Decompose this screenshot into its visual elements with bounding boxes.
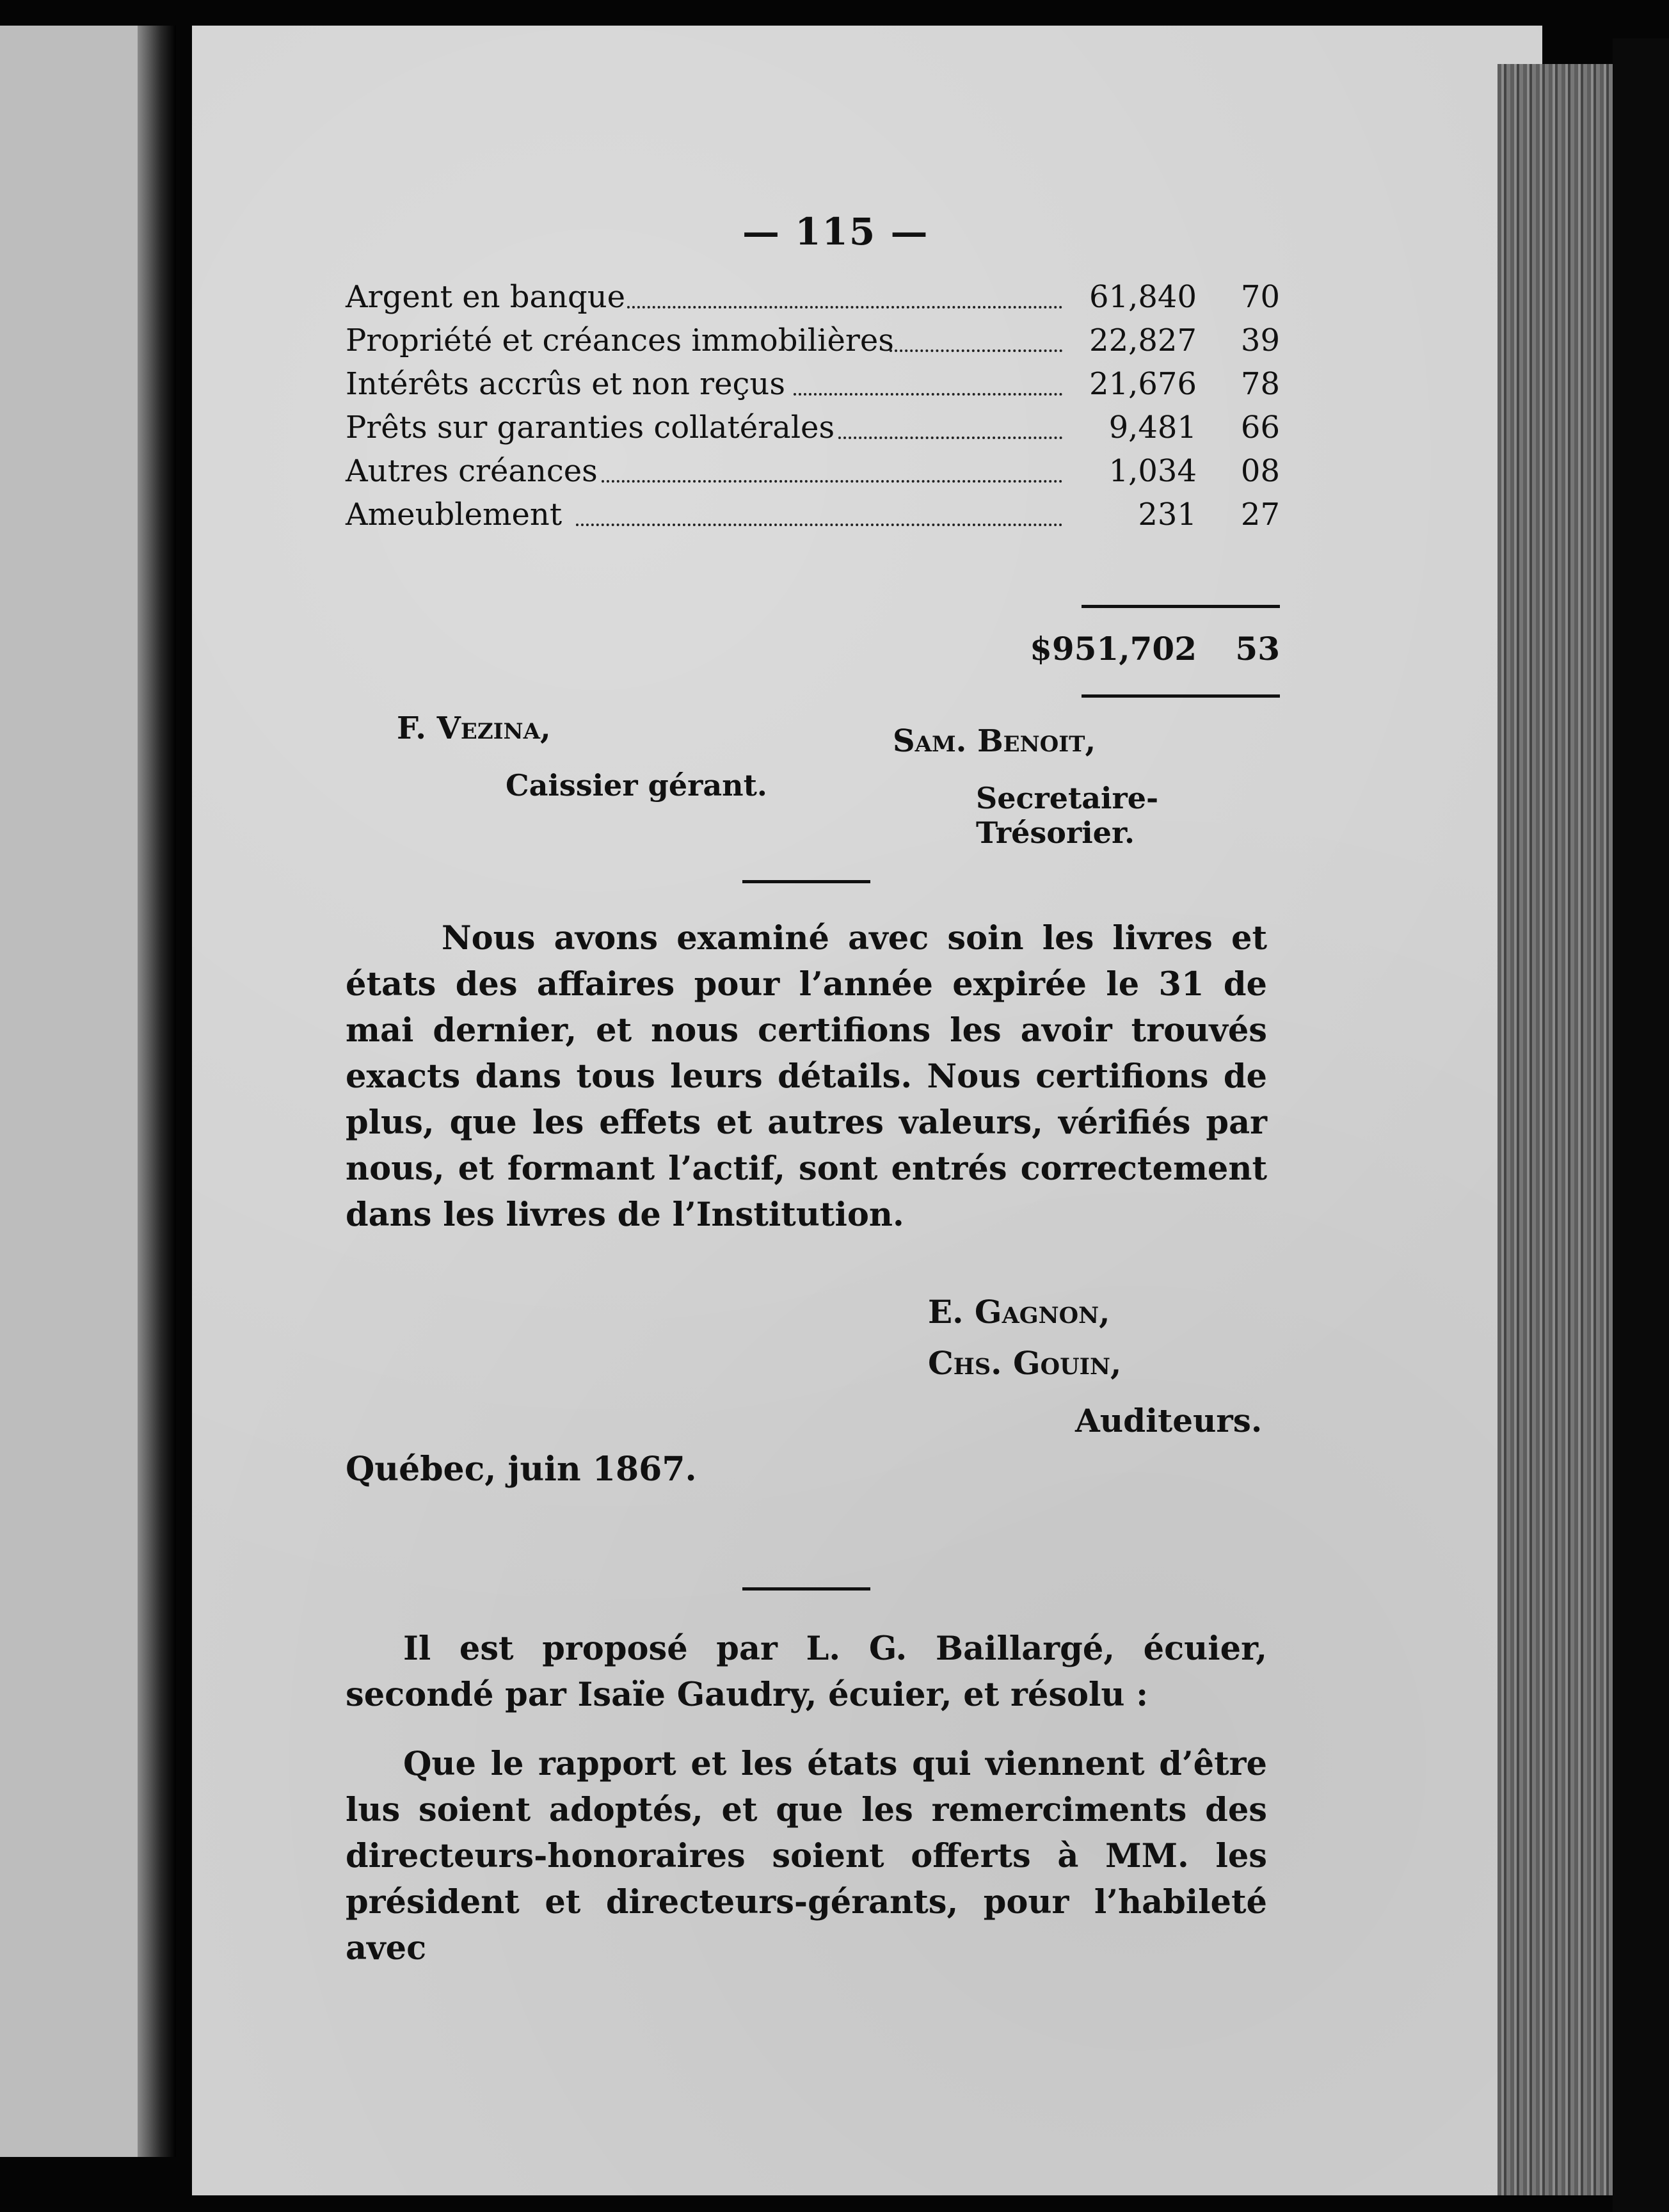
- ledger-label: Prêts sur garanties collatérales: [346, 410, 835, 445]
- ledger-row: [346, 406, 1280, 449]
- dot-leader: [602, 477, 1062, 483]
- ledger-label: Propriété et créances immobilières: [346, 323, 894, 358]
- ledger-dollars: 9,481: [1108, 410, 1197, 445]
- ledger-dollars: 21,676: [1089, 366, 1197, 402]
- ledger-dollars: 22,827: [1089, 323, 1197, 358]
- page-stack-edge: [1497, 64, 1619, 2195]
- secretary-title: Secretaire-Trésorier.: [976, 781, 1159, 850]
- dot-leader: [890, 347, 1062, 352]
- dot-leader: [838, 434, 1062, 439]
- scan-border: [1613, 38, 1669, 2212]
- ledger-dollars: 1,034: [1108, 453, 1197, 489]
- ledger-row: [346, 449, 1280, 493]
- ledger-row: [346, 275, 1280, 319]
- ledger-cents: 27: [1240, 497, 1280, 533]
- ledger-cents: 66: [1240, 410, 1280, 445]
- ledger-dollars: 231: [1138, 497, 1197, 533]
- total-dollars: $951,702: [1030, 630, 1197, 668]
- ledger-label: Ameublement: [346, 497, 563, 533]
- section-divider: [742, 880, 870, 883]
- ledger-cents: 70: [1240, 279, 1280, 315]
- ledger-row: [346, 362, 1280, 406]
- ledger-row: [346, 319, 1280, 362]
- ledger-total: [346, 627, 1280, 671]
- ledger-cents: 78: [1240, 366, 1280, 402]
- secretary-signature: Sam. Benoit,: [893, 723, 1096, 759]
- cashier-signature: F. Vezina,: [397, 710, 551, 746]
- ledger-table: [346, 275, 1280, 536]
- ledger-cents: 39: [1240, 323, 1280, 358]
- auditor-gagnon: E. Gagnon,: [928, 1293, 1110, 1331]
- dot-leader: [627, 303, 1062, 309]
- resolution-text: Que le rapport et les états qui viennent d’être lus soient adoptés, et que les remerciments des directeurs-honoraires soient offerts à MM. les président et directeurs-gérants, pour l’habileté avec: [346, 1745, 1267, 1968]
- audit-paragraph: Nous avons examiné avec soin les livres et états des affaires pour l’année expirée le 31 de mai dernier, et nous certifions les avoir trouvés exacts dans tous leurs détails. Nous certifions de plus, que les effets et autres valeurs, vérifiés par nous, et formant l’actif, sont entrés correctement dans les livres de l’Institution.: [346, 919, 1267, 1234]
- total-cents: 53: [1235, 630, 1280, 668]
- left-page: [0, 26, 157, 2157]
- auditors-label: Auditeurs.: [1075, 1402, 1263, 1439]
- left-page-gutter: [138, 26, 176, 2157]
- sum-rule-bottom: [1082, 694, 1280, 698]
- ledger-label: Intérêts accrûs et non reçus: [346, 366, 785, 402]
- dot-leader: [576, 521, 1062, 526]
- sum-rule-top: [1082, 605, 1280, 608]
- cashier-title: Caissier gérant.: [506, 768, 767, 803]
- ledger-dollars: 61,840: [1089, 279, 1197, 315]
- dot-leader: [794, 390, 1062, 396]
- page-content: [346, 0, 1280, 2212]
- ledger-label: Autres créances: [346, 453, 598, 489]
- ledger-row: [346, 493, 1280, 536]
- auditor-gouin: Chs. Gouin,: [928, 1344, 1122, 1382]
- resolution-proposal: Il est proposé par L. G. Baillargé, écuier, secondé par Isaïe Gaudry, écuier, et résolu :: [346, 1630, 1267, 1714]
- ledger-label: Argent en banque: [346, 279, 626, 315]
- ledger-cents: 08: [1240, 453, 1280, 489]
- report-date: Québec, juin 1867.: [346, 1450, 697, 1489]
- page-number: — 115 —: [742, 210, 929, 253]
- section-divider: [742, 1587, 870, 1591]
